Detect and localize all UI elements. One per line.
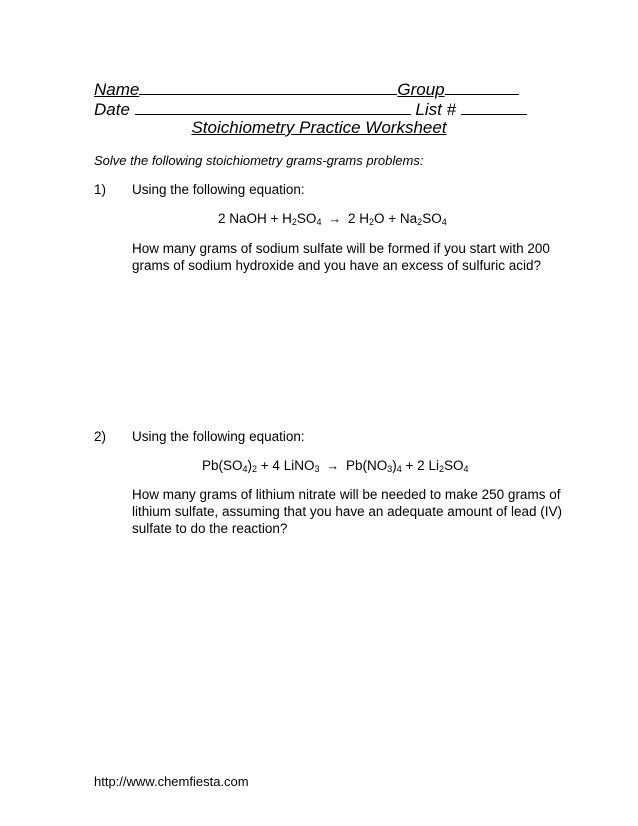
eq-text: Pb(SO [202, 458, 243, 473]
problem-1-equation [218, 211, 447, 226]
group-blank[interactable] [445, 78, 519, 95]
eq-text: 2 H [347, 211, 369, 226]
name-blank[interactable] [139, 78, 397, 95]
problem-1-number: 1) [94, 182, 107, 197]
footer-url[interactable]: http://www.chemfiesta.com [94, 774, 249, 789]
date-label: Date [94, 100, 130, 119]
question-line: grams of sodium hydroxide and you have an excess of sulfuric acid? [132, 258, 541, 273]
eq-subscript: 2 [438, 464, 444, 474]
eq-subscript: 3 [387, 464, 393, 474]
eq-text: ) [392, 458, 397, 473]
date-line [94, 98, 527, 120]
problem-2-question [132, 486, 562, 537]
eq-subscript: 4 [463, 464, 469, 474]
eq-subscript: 4 [396, 464, 402, 474]
group-label: Group [397, 80, 445, 99]
reaction-arrow-icon: → [326, 458, 340, 473]
reaction-arrow-icon: → [328, 211, 342, 226]
worksheet-title-text: Stoichiometry Practice Worksheet [191, 118, 447, 137]
eq-subscript: 3 [314, 464, 320, 474]
question-line: sulfate to do the reaction? [132, 521, 288, 536]
eq-subscript: 4 [441, 217, 447, 227]
question-line: How many grams of lithium nitrate will be needed to make 250 grams of [132, 487, 561, 502]
problem-2-number: 2) [94, 429, 107, 444]
eq-text: SO [296, 211, 317, 226]
eq-subscript: 2 [252, 464, 258, 474]
eq-subscript: 2 [369, 217, 375, 227]
name-line [94, 78, 519, 100]
question-line: How many grams of sodium sulfate will be formed if you start with 200 [132, 241, 550, 256]
problem-2-intro: Using the following equation: [132, 429, 305, 444]
eq-text: + 2 Li [401, 458, 439, 473]
date-blank[interactable] [135, 98, 411, 115]
eq-text: O + Na [374, 211, 418, 226]
problem-1-intro: Using the following equation: [132, 182, 305, 197]
list-label: List # [415, 100, 457, 119]
eq-text: ) [247, 458, 253, 473]
name-label: Name [94, 80, 140, 99]
eq-text: SO [422, 211, 442, 226]
eq-text: 2 NaOH + H [218, 211, 292, 226]
eq-subscript: 4 [242, 464, 248, 474]
eq-text: Pb(NO [346, 458, 388, 473]
eq-subscript: 2 [291, 217, 297, 227]
eq-text: SO [443, 458, 464, 473]
eq-subscript: 2 [417, 217, 423, 227]
worksheet-title [0, 118, 638, 138]
question-line: lithium sulfate, assuming that you have an adequate amount of lead (IV) [132, 504, 563, 519]
problem-1-question [132, 240, 550, 274]
problem-2-equation [202, 458, 469, 473]
list-blank[interactable] [461, 98, 527, 115]
eq-subscript: 4 [316, 217, 322, 227]
eq-text: + 4 LiNO [257, 458, 315, 473]
instructions: Solve the following stoichiometry grams-grams problems: [94, 153, 424, 168]
